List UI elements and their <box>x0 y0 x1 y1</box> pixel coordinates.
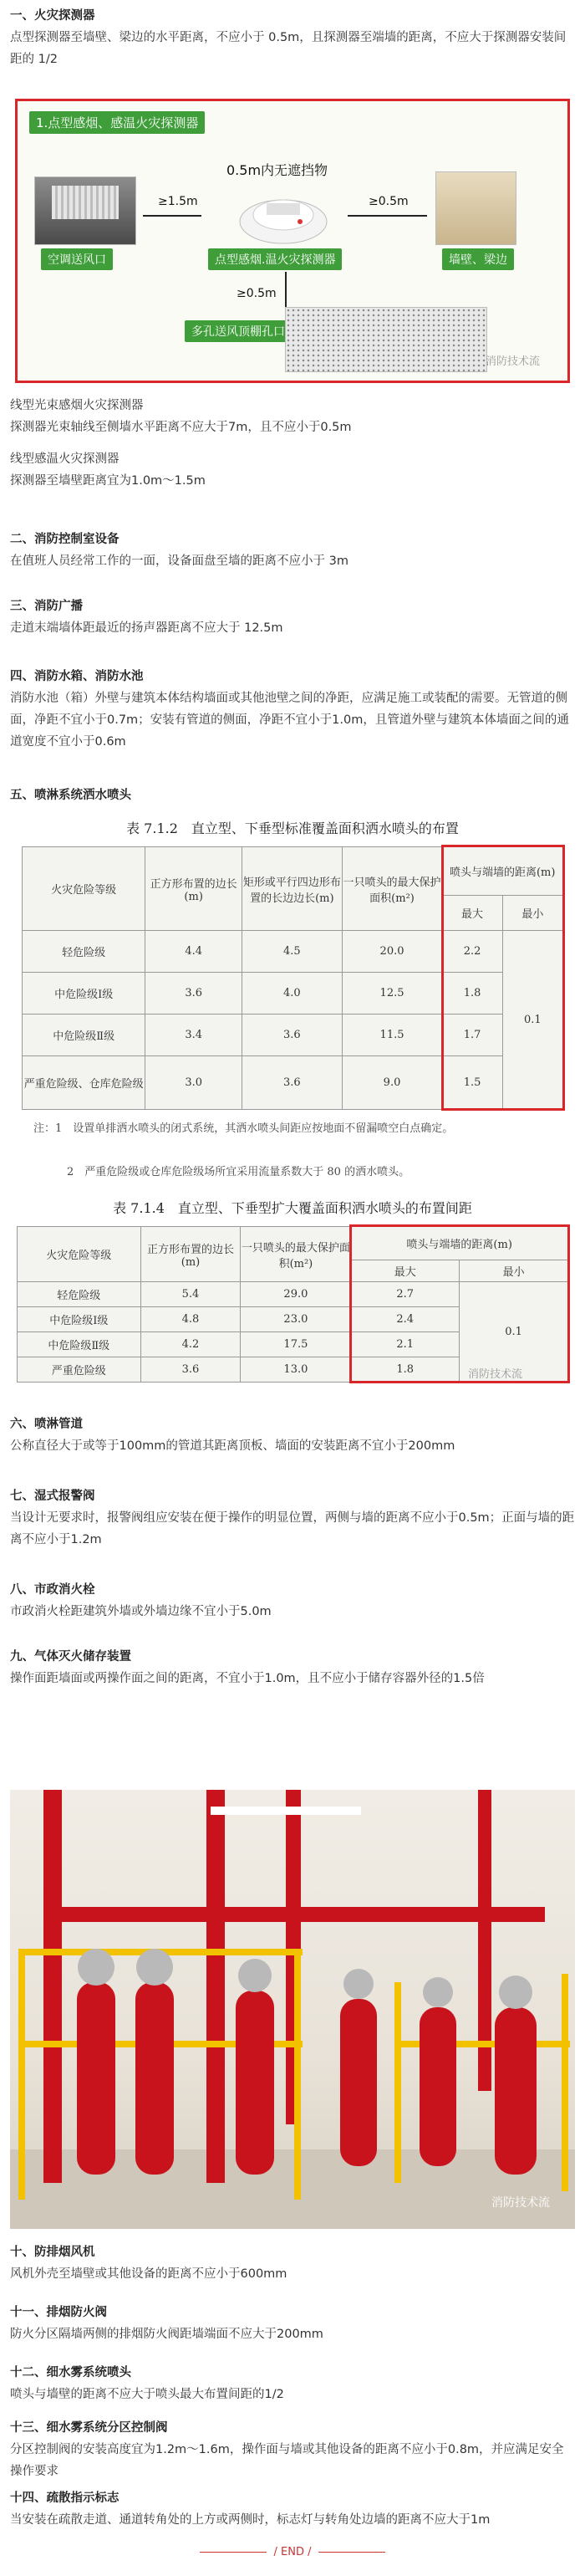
section-text: 公称直径大于或等于100mm的管道其距离顶板、墙面的安装距离不宜小于200mm <box>10 1439 455 1453</box>
section-alarm-valve <box>10 1485 575 1551</box>
section-heading: 八、市政消火栓 <box>10 1583 95 1597</box>
section-heading: 十二、细水雾系统喷头 <box>10 2366 131 2379</box>
highlight-frame <box>349 1224 570 1383</box>
section-sprinkler-pipe <box>10 1413 575 1457</box>
table-row: 轻危险级 4.4 4.5 20.0 2.2 0.1 <box>23 931 563 973</box>
section-text: 操作面距墙面或两操作面之间的距离，不宜小于1.0m，且不应小于储存容器外径的1.5倍 <box>10 1672 485 1685</box>
section-water-tank <box>10 666 575 753</box>
section-text: 喷头与墙壁的距离不应大于喷头最大布置间距的1/2 <box>10 2388 284 2401</box>
line-heat-title: 线型感温火灾探测器 <box>10 452 120 466</box>
section-text: 防火分区隔墙两侧的排烟防火阀距墙端面不应大于200mm <box>10 2328 323 2341</box>
section-smoke-damper <box>10 2302 575 2345</box>
section-text: 点型探测器至墙壁、梁边的水平距离，不应小于 0.5m，且探测器至端墙的距离，不应大于探测器安装间距的 1/2 <box>10 31 567 66</box>
table-header: 最大 <box>351 1260 460 1282</box>
section-heading: 二、消防控制室设备 <box>10 533 120 546</box>
section-control-room <box>10 529 575 572</box>
section-heading: 十、防排烟风机 <box>10 2246 95 2259</box>
table-header: 正方形布置的边长(m) <box>140 1227 241 1282</box>
section-heading: 七、湿式报警阀 <box>10 1490 95 1503</box>
distance-left: ≥1.5m <box>158 195 198 208</box>
table-header: 火灾危险等级 <box>18 1227 141 1282</box>
arrow-left <box>143 215 201 217</box>
section-gas-storage <box>10 1646 575 1689</box>
table-header: 最小 <box>502 896 562 931</box>
section-text: 当安装在疏散走道、通道转角处的上方或两侧时，标志灯与转角处边墙的距离不应大于1m <box>10 2513 491 2527</box>
table-row: 严重危险级 3.6 13.0 1.8 <box>18 1357 568 1383</box>
section-smoke-fan <box>10 2241 575 2285</box>
line-beam-text: 探测器光束轴线至侧墙水平距离不应大于7m，且不应小于0.5m <box>10 421 352 434</box>
table-row: 中危险级Ⅱ级 4.2 17.5 2.1 <box>18 1332 568 1357</box>
ac-vent-photo <box>34 176 136 245</box>
section-text: 市政消火栓距建筑外墙或外墙边缘不宜小于5.0m <box>10 1605 272 1618</box>
section-heading: 九、气体灭火储存装置 <box>10 1650 131 1664</box>
section-heading: 五、喷淋系统洒水喷头 <box>10 789 131 802</box>
section-sprinkler <box>10 785 575 806</box>
table-header: 火灾危险等级 <box>23 847 145 931</box>
section-heading: 十四、疏散指示标志 <box>10 2492 120 2505</box>
diagram-title: 1.点型感烟、感温火灾探测器 <box>29 111 205 134</box>
smoke-detector-icon <box>233 181 333 248</box>
gas-cylinders-illustration <box>10 1790 575 2229</box>
label-wall-beam: 墙壁、梁边 <box>442 248 514 270</box>
section-heading: 四、消防水箱、消防水池 <box>10 670 144 683</box>
label-perforated-ceiling: 多孔送风顶棚孔口 <box>185 320 292 342</box>
section-heading: 十一、排烟防火阀 <box>10 2306 107 2319</box>
section-broadcast <box>10 595 575 639</box>
table-row: 中危险级Ⅰ级 3.6 4.0 12.5 1.8 <box>23 973 563 1015</box>
min-distance-cell: 0.1 <box>460 1282 568 1383</box>
table-row: 严重危险级、仓库危险级 3.0 3.6 9.0 1.5 <box>23 1056 563 1110</box>
section-text: 风机外壳至墙壁或其他设备的距离不应小于600mm <box>10 2267 287 2281</box>
section-heading: 十三、细水雾系统分区控制阀 <box>10 2421 168 2435</box>
section-hydrant <box>10 1579 575 1623</box>
table-header: 一只喷头的最大保护面积(m²) <box>342 847 442 931</box>
watermark: 消防技术流 <box>486 355 541 368</box>
section-text: 消防水池（箱）外壁与建筑本体结构墙面或其他池壁之间的净距，应满足施工或装配的需要。无管道的侧面，净距不宜小于0.7m；安装有管道的侧面，净距不宜小于1.0m，且管道外壁与建筑本体墙面之间的通道宽度不宜小于0.6m <box>10 692 569 749</box>
table-header: 正方形布置的边长(m) <box>145 847 242 931</box>
section-text: 当设计无要求时，报警阀组应安装在便于操作的明显位置，两侧与墙的距离不应小于0.5m；正面与墙的距离不应小于1.2m <box>10 1511 575 1546</box>
detector-diagram <box>15 99 570 383</box>
line-heat-text: 探测器至墙壁距离宜为1.0m～1.5m <box>10 474 206 488</box>
section-fire-detector <box>10 5 575 70</box>
table1-note1: 注：1 设置单排洒水喷头的闭式系统，其洒水喷头间距应按地面不留漏喷空白点确定。 <box>33 1122 454 1135</box>
section-text: 分区控制阀的安装高度宜为1.2m～1.6m，操作面与墙或其他设备的距离不应小于0.8m，并应满足安全操作要求 <box>10 2443 564 2478</box>
arrow-down <box>285 272 287 312</box>
line-beam-title: 线型光束感烟火灾探测器 <box>10 399 144 412</box>
section-mist-nozzle <box>10 2362 575 2405</box>
distance-down: ≥0.5m <box>237 287 277 300</box>
label-detector: 点型感烟.温火灾探测器 <box>208 248 342 270</box>
table-row: 中危险级Ⅰ级 4.8 23.0 2.4 <box>18 1307 568 1332</box>
table1-note2: 2 严重危险级或仓库危险级场所宜采用流量系数大于 80 的洒水喷头。 <box>67 1166 410 1178</box>
arrow-right <box>348 215 427 217</box>
watermark: 消防技术流 <box>468 1368 523 1381</box>
table-header: 喷头与端墙的距离(m) <box>351 1227 568 1260</box>
min-distance-cell: 0.1 <box>502 931 562 1110</box>
end-label: END <box>281 2546 304 2558</box>
end-mark: / END / <box>0 2546 585 2558</box>
section-line-detectors <box>10 395 575 492</box>
no-obstacle-label: 0.5m内无遮挡物 <box>226 162 328 178</box>
table-header: 最小 <box>460 1260 568 1282</box>
table-row: 轻危险级 5.4 29.0 2.7 0.1 <box>18 1282 568 1307</box>
perforated-ceiling-photo <box>285 307 487 372</box>
table-header: 最大 <box>442 896 502 931</box>
table-header: 矩形或平行四边形布置的长边边长(m) <box>242 847 343 931</box>
table1-title: 表 7.1.2 直立型、下垂型标准覆盖面积洒水喷头的布置 <box>126 820 459 836</box>
table2-title: 表 7.1.4 直立型、下垂型扩大覆盖面积洒水喷头的布置间距 <box>113 1200 472 1216</box>
section-evacuation-sign <box>10 2487 575 2531</box>
label-ac-vent: 空调送风口 <box>41 248 113 270</box>
watermark: 消防技术流 <box>491 2196 550 2210</box>
section-text: 在值班人员经常工作的一面，设备面盘至墙的距离不应小于 3m <box>10 555 348 568</box>
section-heading: 一、火灾探测器 <box>10 9 95 23</box>
distance-right: ≥0.5m <box>369 195 409 208</box>
gas-cylinder-room-photo <box>10 1790 575 2229</box>
section-heading: 三、消防广播 <box>10 600 83 613</box>
table-header: 喷头与端墙的距离(m) <box>442 847 563 896</box>
highlight-frame <box>441 845 565 1111</box>
table-row: 中危险级Ⅱ级 3.4 3.6 11.5 1.7 <box>23 1015 563 1056</box>
wall-beam-photo <box>435 171 516 245</box>
section-heading: 六、喷淋管道 <box>10 1418 83 1431</box>
section-text: 走道末端墙体距最近的扬声器距离不应大于 12.5m <box>10 621 283 635</box>
section-mist-zone-valve <box>10 2417 575 2482</box>
table-header: 一只喷头的最大保护面积(m²) <box>241 1227 351 1282</box>
